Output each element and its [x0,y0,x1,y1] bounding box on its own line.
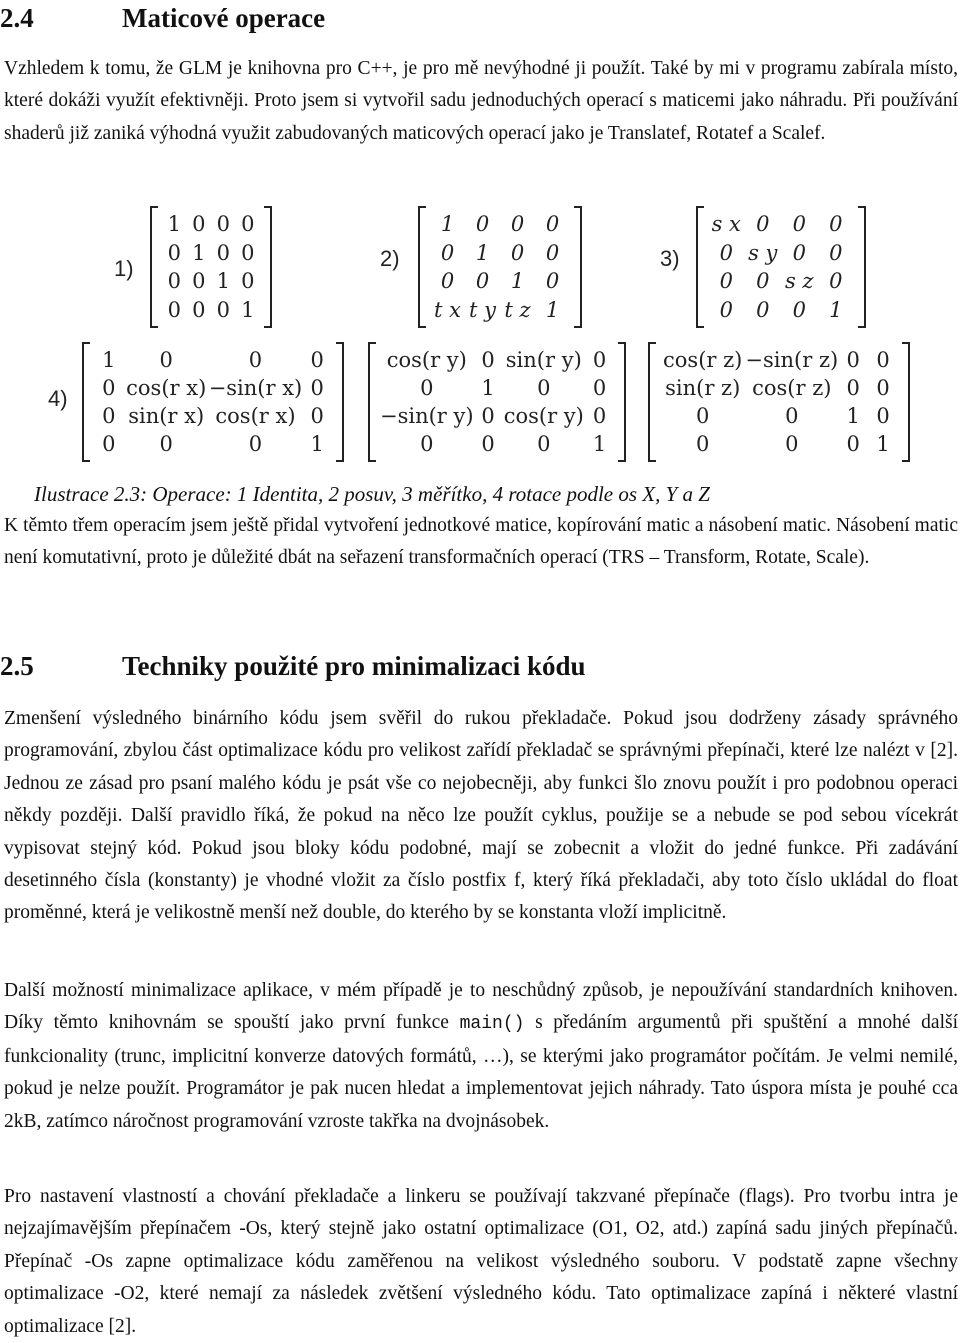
matrix-cell: 0 [876,404,890,428]
matrix-cell: 0 [876,376,890,400]
matrix-cell: 0 [719,240,733,265]
matrix-cell: sin(r x) [128,404,205,428]
intro-paragraph: Vzhledem k tomu, že GLM je knihovna pro C++, je pro mě nevýhodné ji použít. Také by mi v programu zabírala místo, které dokáži využít efektivněji. Proto jsem si vytvořil sadu jednoduchých operací s maticemi jako náhradu. Při používání shaderů již zaniká výhodná využit zabudovaných maticových operací jako je Translatef, Rotatef a Scalef. [4,58,958,144]
matrix-cell: 0 [829,240,843,265]
matrix-cell: 0 [192,297,206,322]
matrix-label: 4) [48,386,68,411]
matrix-cell: 0 [756,212,770,237]
matrix-scale [660,206,866,328]
matrix-cell: 1 [481,376,495,400]
matrix-cell: 0 [592,404,607,428]
matrix-cell: sin(r z) [665,376,741,400]
matrix-cell: 0 [241,240,255,265]
matrix-cell: t z [504,297,531,322]
matrix-cell: 0 [248,348,263,372]
matrix-cell: −sin(r x) [208,376,303,400]
matrix-grid [94,346,332,458]
left-bracket [368,342,376,462]
matrix-cell: 1 [192,240,206,265]
matrix-cell: 0 [167,297,181,322]
section-title: Techniky použité pro minimalizaci kódu [122,651,586,681]
matrix-cell: 0 [481,432,495,456]
matrix-grid [430,210,570,324]
matrix-rotation-label [48,386,78,416]
matrix-figure [0,200,960,472]
matrix-translation [380,206,582,328]
matrix-cell: 0 [216,297,230,322]
matrix-cell: 0 [310,376,324,400]
matrix-cell: 0 [102,404,116,428]
matrix-cell: cos(r x) [215,404,296,428]
matrix-cell: 1 [310,432,324,456]
matrix-cell: 1 [876,432,890,456]
left-bracket [696,206,704,328]
matrix-cell: 0 [192,212,206,237]
matrix-cell: 0 [545,269,560,294]
matrix-cell: 0 [846,376,860,400]
matrix-cell: 0 [216,212,230,237]
matrix-cell: cos(r y) [386,348,467,372]
matrix-cell: 1 [545,297,560,322]
matrix-cell: 1 [167,212,181,237]
matrix-cell: s y [748,240,778,265]
matrix-cell: 0 [310,404,324,428]
matrix-cell: −sin(r y) [380,404,474,428]
matrix-cell: 0 [592,348,607,372]
paragraph-compiler-optimization: Zmenšení výsledného binárního kódu jsem svěřil do rukou překladače. Pokud jsou dodrženy zásady správného programování, zbylou část optimalizace kódu pro velikost zařídí překladač se správnými přepínači, které lze nalézt v [2]. Jednou ze zásad pro psaní malého kódu je psát vše co nejobecněji, aby funkci šlo znovu použít i pro podobnou operaci někdy později. Další pravidlo říká, že pokud na něco lze použít cyklus, použije se a nebude se pod sebou vícekrát vypisovat stejný kód. Pokud jsou bloky kódu podobné, mají se zobecnit a vložit do jedné funkce. Při zadávání desetinného čísla (konstanty) je vhodné vložit za číslo postfix f, který říká překladači, aby toto číslo ukládal do float proměnné, která je velikostně menší než double, do kterého by se konstanta vloží implicitně. [4,708,958,924]
matrix-cell: 0 [785,432,799,456]
paragraph-text: Další možností minimalizace aplikace, v mém případě je to neschůdný způsob, je nepoužívání standardních knihoven. Díky těmto knihovnám se spouští jako první funkce [4,980,958,1034]
matrix-grid [162,210,260,324]
matrix-cell: 0 [537,376,551,400]
matrix-label: 1) [114,256,134,281]
matrix-cell: 0 [102,432,116,456]
matrix-cell: 0 [537,432,551,456]
matrix-cell: 0 [756,297,770,322]
matrix-cell: 1 [440,212,455,237]
paragraph-standard-libraries [4,975,958,1138]
matrix-cell: 0 [510,212,525,237]
paragraph-compiler-flags: Pro nastavení vlastností a chování překladače a linkeru se používají takzvané přepínače (flags). Pro tvorbu intra je nejzajímavějším přepínačem -Os, který stejně jako ostatní optimalizace (O1, O2, atd.) zapíná sadu jiných přepínačů. Přepínač -Os zapne optimalizace kódu zaměřenou na velikost výsledného souboru. V podstatě zapne všechny optimalizace -O2, které nemají za následek zvětšení výsledného kódu. Tato optimalizace zapíná i některé vlastní optimalizace [2]. [4,1186,958,1337]
matrix-cell: 0 [510,240,525,265]
matrix-label: 3) [660,246,680,271]
matrix-label: 2) [380,246,400,271]
matrix-cell: 0 [159,432,173,456]
matrix-cell: s z [784,269,814,294]
matrix-cell: 1 [102,348,116,372]
matrix-cell: 1 [846,404,860,428]
matrix-cell: 0 [545,240,560,265]
matrix-cell: 0 [310,348,324,372]
matrix-rotation-x [82,342,344,462]
matrix-cell: 1 [592,432,607,456]
matrix-cell: 0 [592,376,607,400]
matrix-cell: 1 [829,297,843,322]
matrix-cell: s x [711,212,741,237]
matrix-cell: 1 [241,297,255,322]
matrix-cell: 0 [876,348,890,372]
matrix-cell: 0 [756,269,770,294]
matrix-cell: −sin(r z) [745,348,839,372]
matrix-cell: t y [469,297,496,322]
matrix-cell: 0 [792,212,806,237]
matrix-cell: 0 [102,376,116,400]
matrix-cell: 1 [475,240,490,265]
matrix-cell: 0 [792,297,806,322]
right-bracket [574,206,582,328]
matrix-cell: 0 [420,376,434,400]
matrix-identity [114,206,272,328]
matrix-cell: 0 [846,432,860,456]
matrix-cell: 0 [829,269,843,294]
right-bracket [902,342,910,462]
matrix-cell: 0 [696,432,710,456]
matrix-cell: 0 [241,269,255,294]
matrix-cell: cos(r y) [503,404,584,428]
matrix-rotation-y [368,342,626,462]
matrix-cell: 1 [216,269,230,294]
matrix-cell: 0 [440,269,455,294]
matrix-cell: 0 [420,432,434,456]
matrix-grid [708,210,854,324]
matrix-cell: 0 [475,269,490,294]
matrix-cell: 0 [159,348,173,372]
left-bracket [82,342,90,462]
matrix-rotation-z [648,342,910,462]
right-bracket [858,206,866,328]
matrix-cell: t x [434,297,461,322]
matrix-cell: 0 [829,212,843,237]
matrix-cell: 0 [696,404,710,428]
matrix-cell: 0 [719,269,733,294]
inline-code-main: main() [459,1014,525,1035]
matrix-cell: 0 [248,432,263,456]
right-bracket [618,342,626,462]
after-figure-paragraph: K těmto třem operacím jsem ještě přidal vytvoření jednotkové matice, kopírování matic a násobení matic. Násobení matic není komutativní, proto je důležité dbát na seřazení transformačních operací (TRS – Transform, Rotate, Scale). [4,515,958,569]
figure-caption: Ilustrace 2.3: Operace: 1 Identita, 2 posuv, 3 měřítko, 4 rotace podle os X, Y a Z [34,482,710,506]
matrix-cell: cos(r z) [752,376,832,400]
section-number: 2.5 [0,651,34,681]
matrix-cell: 0 [846,348,860,372]
matrix-cell: 0 [241,212,255,237]
matrix-cell: 0 [167,269,181,294]
left-bracket [150,206,158,328]
matrix-cell: 1 [510,269,525,294]
matrix-cell: 0 [545,212,560,237]
left-bracket [418,206,426,328]
matrix-cell: 0 [719,297,733,322]
matrix-cell: 0 [216,240,230,265]
matrix-cell: 0 [481,348,495,372]
matrix-cell: 0 [481,404,495,428]
matrix-cell: cos(r z) [663,348,743,372]
matrix-cell: sin(r y) [505,348,582,372]
section-title: Maticové operace [122,3,326,33]
matrix-cell: 0 [785,404,799,428]
matrix-cell: 0 [440,240,455,265]
matrix-cell: 0 [475,212,490,237]
matrix-cell: 0 [192,269,206,294]
left-bracket [648,342,656,462]
matrix-cell: cos(r x) [126,376,207,400]
matrix-cell: 0 [792,240,806,265]
right-bracket [264,206,272,328]
matrix-grid [660,346,898,458]
right-bracket [336,342,344,462]
paragraph-text: s předáním argumentů při spuštění a mnohé další funkcionality (trunc, implicitní konverze datových formátů, …), se kterými jako programátor počítám. Je velmi nemilé, pokud je nelze použít. Programátor je pak nucen hledat a implementovat jejich náhrady. Tato úspora místa je pouhé cca 2kB, zatímco náročnost programování vzroste takřka na dvojnásobek. [4,1012,958,1132]
matrix-grid [380,346,614,458]
section-number: 2.4 [0,3,34,33]
matrix-cell: 0 [167,240,181,265]
